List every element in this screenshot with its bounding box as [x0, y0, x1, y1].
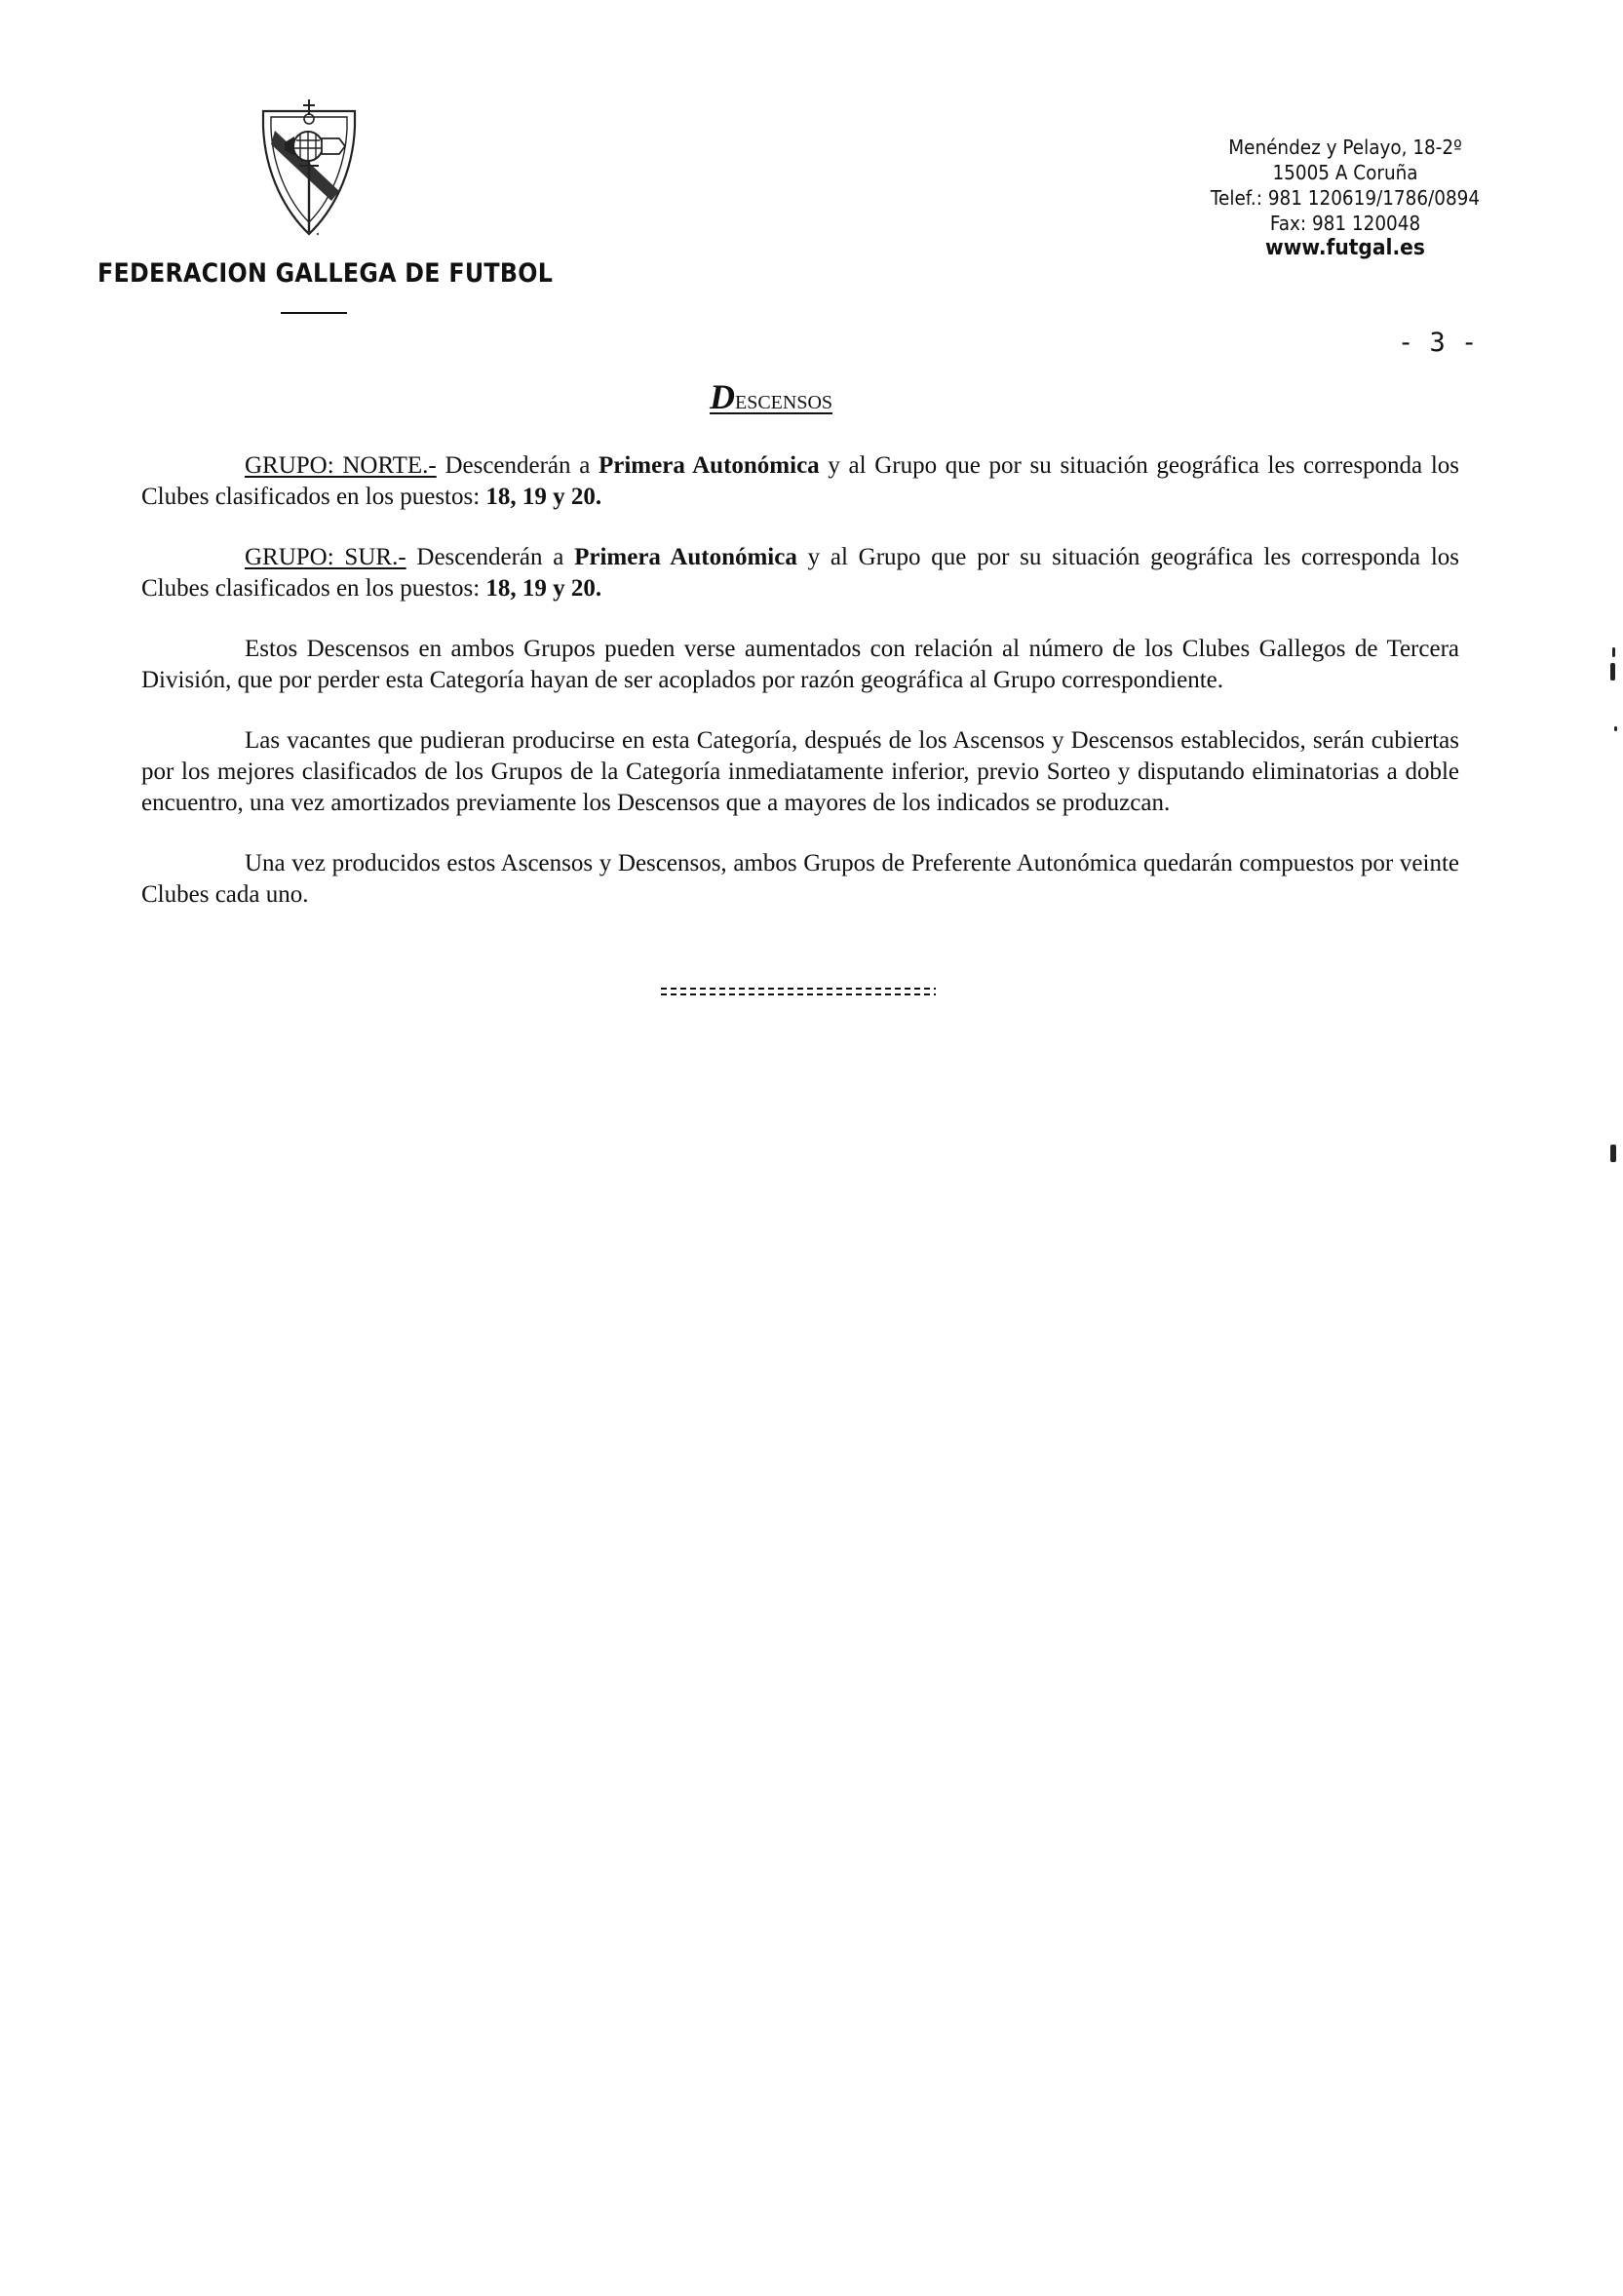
- sur-positions: 18, 19 y 20.: [485, 575, 602, 602]
- sur-bold-a: Primera Autonómica: [574, 544, 797, 570]
- scan-artifact: [1614, 726, 1617, 731]
- phone-line: Telef.: 981 120619/1786/0894: [1210, 186, 1481, 210]
- body-text: [141, 450, 1459, 940]
- paragraph-composicion: Una vez producidos estos Ascensos y Descensos, ambos Grupos de Preferente Autonómica quedarán compuestos por veinte Clubes cada uno.: [141, 850, 1459, 908]
- paragraph-vacantes: Las vacantes que pudieran producirse en esta Categoría, después de los Ascensos y Descensos establecidos, serán cubiertas por los mejores clasificados de los Grupos de la Categoría inmediatamente inferior, previo Sorteo y disputando eliminatorias a doble encuentro, una vez amortizados previamente los Descensos que a mayores de los indicados se produzcan.: [141, 727, 1459, 816]
- organization-name: FEDERACION GALLEGA DE FUTBOL: [97, 258, 554, 289]
- norte-bold-a: Primera Autonómica: [598, 452, 820, 479]
- title-rest: escensos: [735, 384, 833, 415]
- norte-text-a: Descenderán a: [436, 452, 599, 479]
- website-link[interactable]: www.futgal.es: [1265, 236, 1425, 260]
- address-line1: Menéndez y Pelayo, 18-2º: [1228, 136, 1462, 159]
- sur-text-a: Descenderán a: [406, 544, 575, 570]
- scan-artifact: [1610, 1145, 1616, 1162]
- page-number: - 3 -: [1398, 328, 1478, 358]
- sur-text-b: y al Grupo que por su situación geográfica les corresponda los Clubes clasificados en los puestos:: [141, 544, 1460, 602]
- norte-text-b: y al Grupo que por su situación geográfica les corresponda los Clubes clasificados en los puestos:: [141, 452, 1459, 510]
- grupo-sur-label: GRUPO: SUR.-: [245, 544, 406, 570]
- organization-underline: [281, 312, 347, 314]
- grupo-norte-label: GRUPO: NORTE.-: [245, 452, 437, 479]
- fax-line: Fax: 981 120048: [1269, 212, 1421, 235]
- section-title: [710, 376, 832, 417]
- federation-crest-icon: [255, 97, 363, 244]
- end-separator: [661, 988, 936, 999]
- scan-artifact: [1610, 663, 1615, 681]
- address-block: [1175, 135, 1516, 261]
- paragraph-grupo-sur: [141, 542, 1459, 604]
- scan-artifact: [1612, 647, 1615, 657]
- norte-positions: 18, 19 y 20.: [485, 484, 602, 510]
- title-initial: D: [710, 377, 735, 416]
- paragraph-grupo-norte: [141, 450, 1459, 513]
- paragraph-descensos-aumentados: Estos Descensos en ambos Grupos pueden verse aumentados con relación al número de los Clubes Gallegos de Tercera División, que por perder esta Categoría hayan de ser acoplados por razón geográfica al Grupo correspondiente.: [141, 636, 1459, 693]
- address-line2: 15005 A Coruña: [1272, 161, 1418, 184]
